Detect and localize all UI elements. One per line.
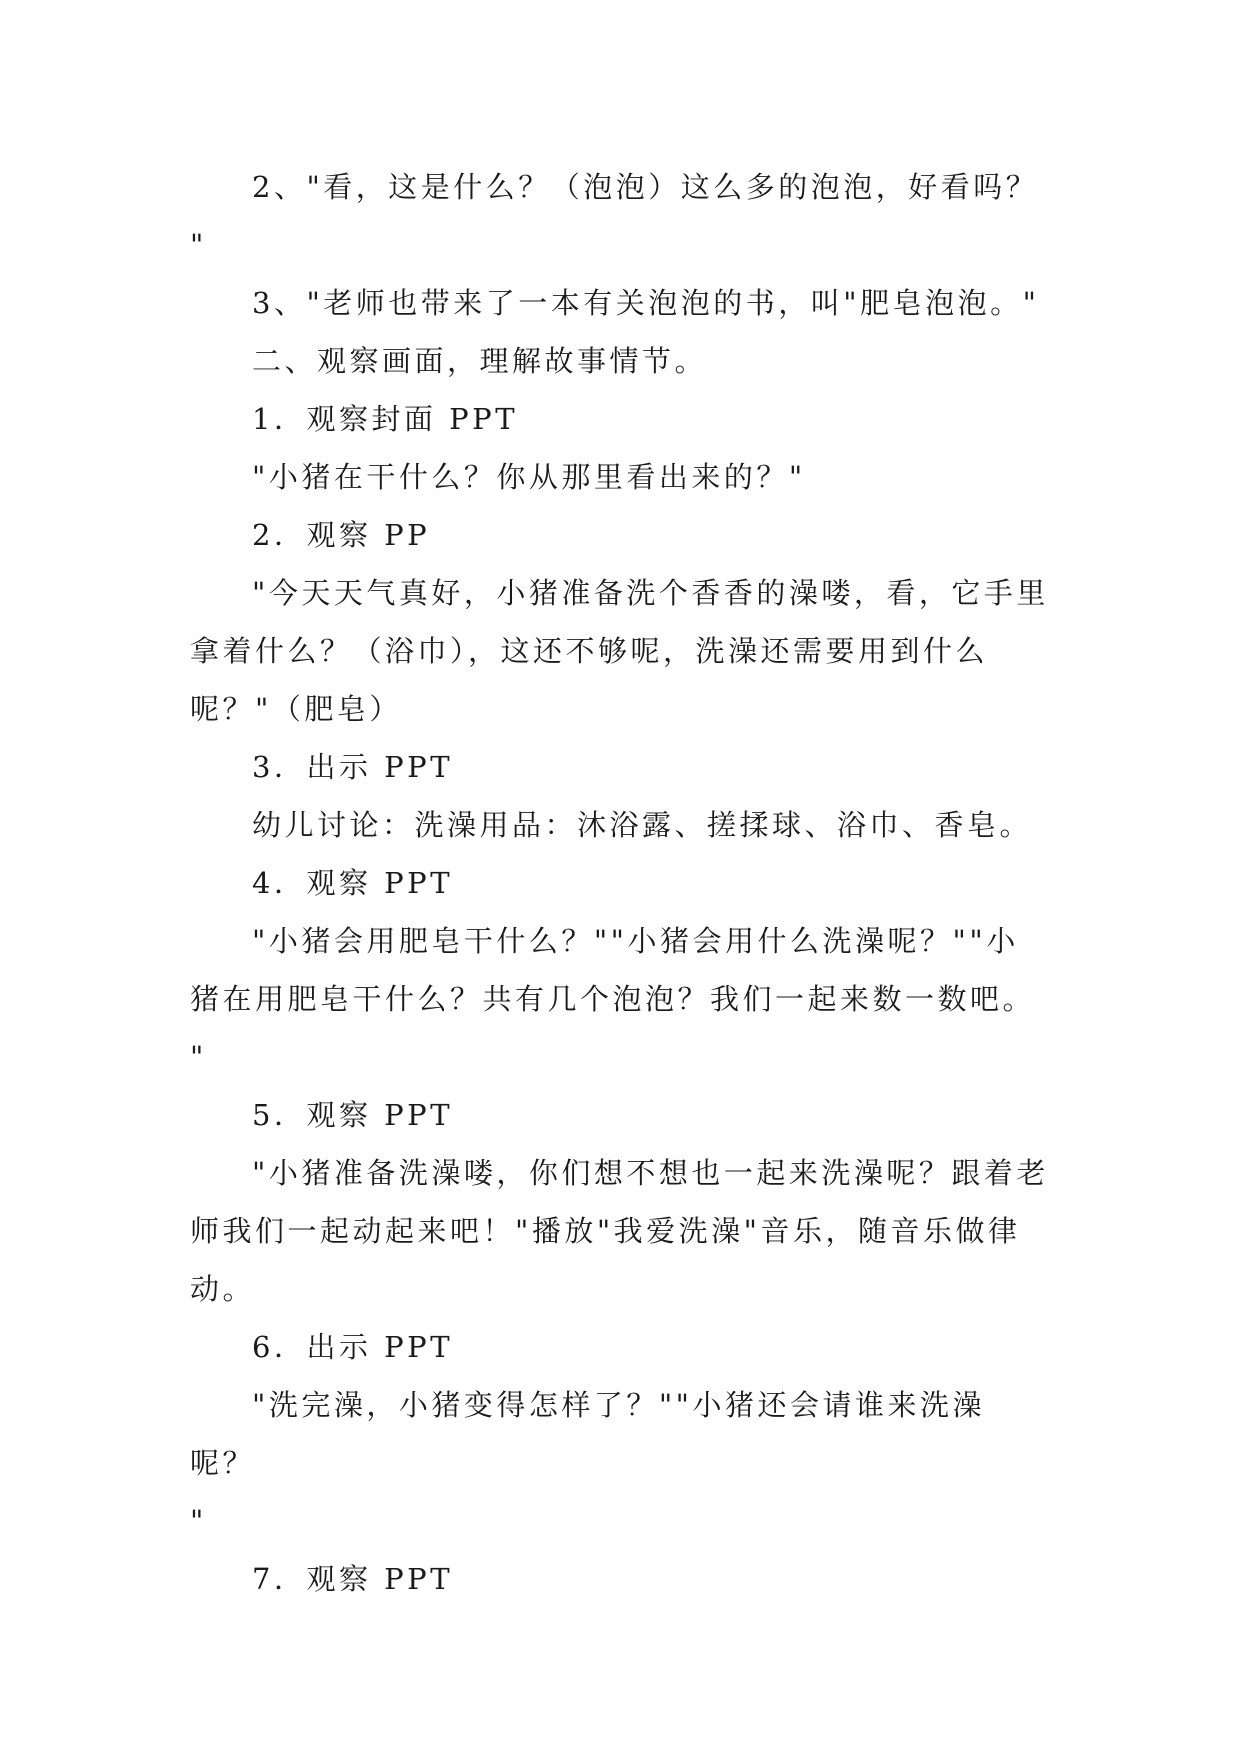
- paragraph-quote-close: ": [190, 228, 207, 262]
- paragraph-intro-2: 2、"看，这是什么？（泡泡）这么多的泡泡，好看吗？: [252, 170, 1039, 204]
- step-4-heading: 4．观察 PPT: [252, 866, 454, 900]
- paragraph-quote-close-3: ": [190, 1504, 207, 1538]
- paragraph-quote-close-2: ": [190, 1040, 207, 1074]
- step-2-text: "今天天气真好，小猪准备洗个香香的澡喽，看，它手里拿着什么？（浴巾），这还不够呢，洗澡还需要用到什么呢？"（肥皂）: [190, 576, 1049, 726]
- step-7-heading: 7．观察 PPT: [252, 1562, 454, 1596]
- step-5-text: "小猪准备洗澡喽，你们想不想也一起来洗澡呢？跟着老师我们一起动起来吧！"播放"我爱洗澡"音乐，随音乐做律动。: [190, 1156, 1049, 1306]
- step-1-heading: 1．观察封面 PPT: [252, 402, 519, 436]
- step-2-heading: 2．观察 PP: [252, 518, 431, 552]
- step-3-heading: 3．出示 PPT: [252, 750, 454, 784]
- step-4-text: "小猪会用肥皂干什么？""小猪会用什么洗澡呢？""小猪在用肥皂干什么？共有几个泡泡？我们一起来数一数吧。: [190, 924, 1036, 1016]
- paragraph-intro-3: 3、"老师也带来了一本有关泡泡的书，叫"肥皂泡泡。": [252, 286, 1040, 320]
- step-3-text: 幼儿讨论：洗澡用品：沐浴露、搓揉球、浴巾、香皂。: [252, 808, 1033, 842]
- step-5-heading: 5．观察 PPT: [252, 1098, 454, 1132]
- section-heading: 二、观察画面，理解故事情节。: [252, 344, 708, 378]
- step-1-question: "小猪在干什么？你从那里看出来的？": [252, 460, 806, 494]
- step-6-heading: 6．出示 PPT: [252, 1330, 454, 1364]
- document-body: [190, 158, 1050, 1608]
- step-6-text: "洗完澡，小猪变得怎样了？""小猪还会请谁来洗澡呢？: [190, 1388, 986, 1480]
